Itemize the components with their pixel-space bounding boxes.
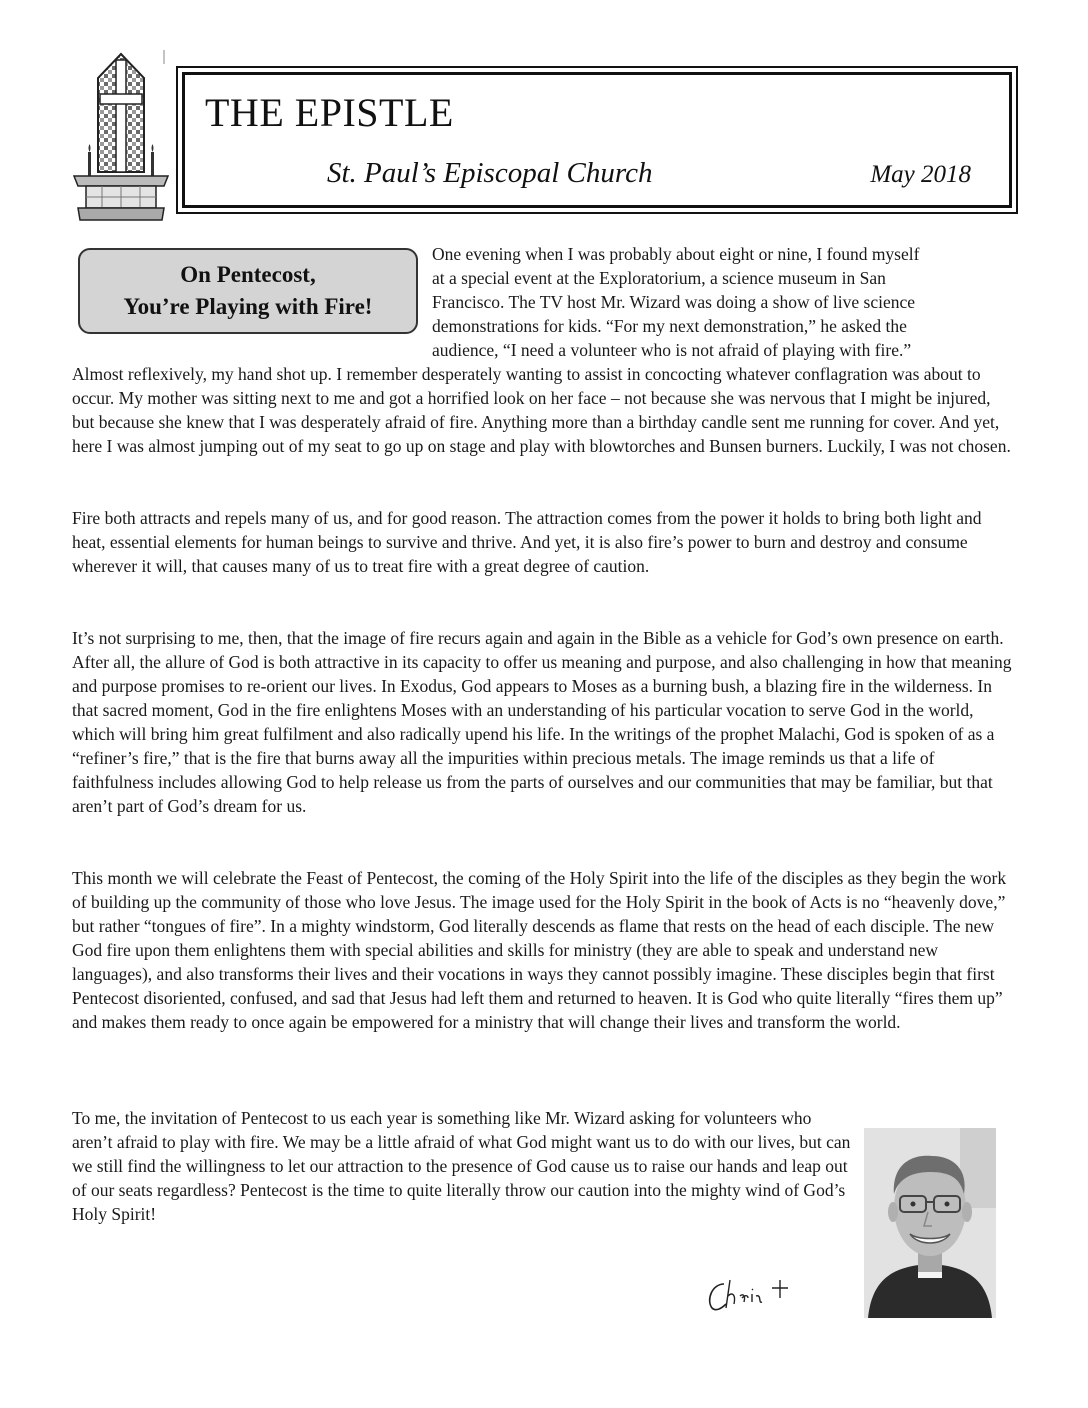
article-paragraph-1-intro: [432, 242, 1016, 362]
handwritten-signature: [702, 1270, 822, 1320]
paragraph-1-line: Francisco. The TV host Mr. Wizard was doing a show of live science: [432, 292, 916, 312]
headline-line-1: On Pentecost,: [180, 262, 316, 287]
masthead: [176, 66, 1018, 214]
newsletter-title: [205, 89, 454, 136]
article-paragraph-5: To me, the invitation of Pentecost to us each year is something like Mr. Wizard asking for volunteers who aren’t afraid to play with fire. We may be a little afraid of what God might want us to do with our lives, but can we still find the willingness to let our attraction to the presence of God cause us to raise our hands and leap out of our seats regardless? Pentecost is the time to quite literally throw our caution into the mighty wind of God’s Holy Spirit!: [72, 1108, 851, 1224]
headline-line-2: You’re Playing with Fire!: [123, 294, 373, 319]
church-altar-window-icon: [72, 50, 170, 226]
title-epistle: EPISTLE: [294, 90, 454, 135]
issue-date: May 2018: [870, 161, 971, 188]
article-paragraph-4: This month we will celebrate the Feast of Pentecost, the coming of the Holy Spirit into the life of the disciples as they begin the work of building up the community of those who love Jesus. The image used for the Holy Spirit in the book of Acts is no “heavenly dove,” but rather “tongues of fire”. In a mighty windstorm, God literally descends as flame that rests on the head of each disciple. The new God fire upon them enlightens them with special abilities and skills for ministry (they are able to speak and understand new languages), and also transforms their lives and their vocations in ways they cannot possibly imagine. These disciples begin that first Pentecost disoriented, confused, and sad that Jesus had left them and returned to heaven. It is God who quite literally “fires them up” and makes them ready to once again be empowered for a ministry that will change their lives and transform the world.: [72, 868, 1007, 1032]
article-paragraph-3: It’s not surprising to me, then, that the image of fire recurs again and again in the Bible as a vehicle for God’s own presence on earth. After all, the allure of God is both attractive in its capacity to offer us meaning and purpose, and also challenging in how that meaning and purpose promises to re-orient our lives. In Exodus, God appears to Moses as a burning bush, a blazing fire in the wilderness. In that sacred moment, God in the fire enlightens Moses with an understanding of his particular vocation to serve God in the world, which will bring him great fulfilment and also radically upend his life. In the writings of the prophet Malachi, God is spoken of as a “refiner’s fire,” that is the fire that burns away all the impurities within precious metals. The image reminds us that a life of faithfulness includes allowing God to help release us from the parts of ourselves and our communities that may be familiar, but that aren’t part of God’s dream for us.: [72, 628, 1012, 816]
author-portrait: [864, 1128, 996, 1318]
article-paragraph-1-continued: Almost reflexively, my hand shot up. I remember desperately wanting to assist in concocting whatever conflagration was about to occur. My mother was sitting next to me and got a horrified look on her face – not because she was nervous that I might be injured, but because she knew that I was desperately afraid of fire. Anything more than a birthday candle sent me running for cover. And yet, here I was almost jumping out of my seat to go up on stage and play with blowtorches and Bunsen burners. Luckily, I was not chosen.: [72, 364, 1011, 456]
paragraph-1-line: demonstrations for kids. “For my next demonstration,” he asked the: [432, 316, 907, 336]
paragraph-1-line: audience, “I need a volunteer who is not afraid of playing with fire.”: [432, 340, 912, 360]
paragraph-1-line: at a special event at the Exploratorium, a science museum in San: [432, 268, 886, 288]
paragraph-1-line: One evening when I was probably about eight or nine, I found myself: [432, 244, 920, 264]
title-the: THE: [205, 90, 285, 135]
article-paragraph-2: Fire both attracts and repels many of us, and for good reason. The attraction comes from the power it holds to bring both light and heat, essential elements for human beings to survive and thrive. And yet, it is also fire’s power to burn and destroy and consume wherever it will, that causes many of us to treat fire with a great degree of caution.: [72, 508, 982, 576]
masthead-frame: [182, 72, 1012, 208]
article-headline-box: [78, 248, 418, 334]
church-name: St. Paul’s Episcopal Church: [327, 157, 653, 189]
